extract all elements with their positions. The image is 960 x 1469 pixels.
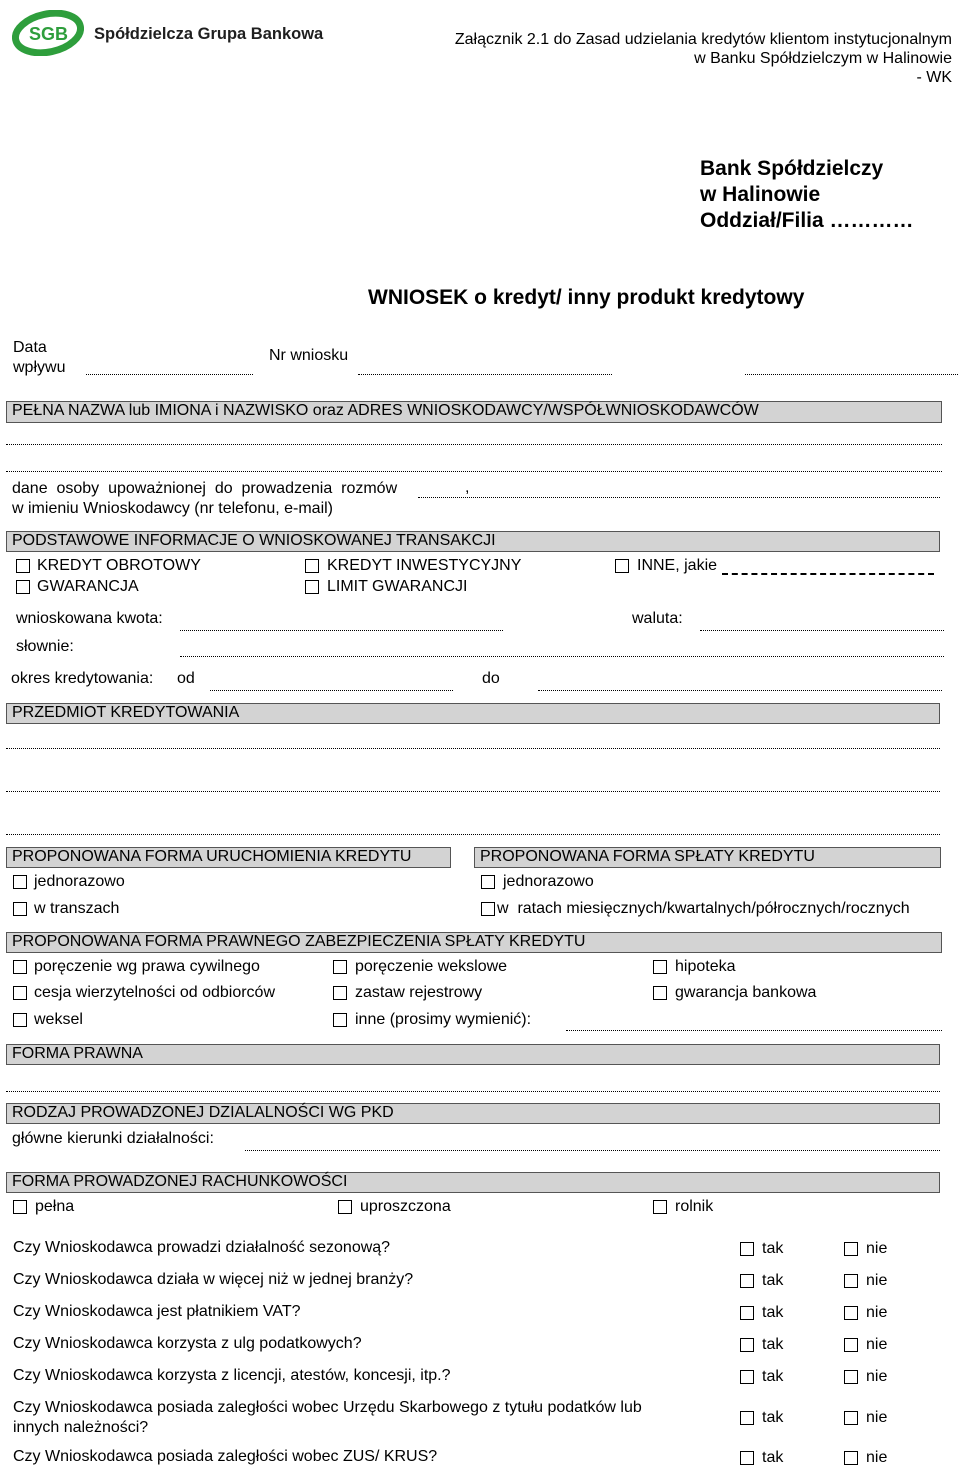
question-text: Czy Wnioskodawca korzysta z licencji, atestów, koncesji, itp.? [13,1367,451,1384]
investment-credit-label: KREDYT INWESTYCYJNY [327,557,522,574]
question-text: Czy Wnioskodawca prowadzi działalność sezonową? [13,1239,391,1256]
other-collateral-field[interactable] [566,1030,942,1031]
checkbox-no[interactable] [844,1306,858,1320]
disbursement-once-label: jednorazowo [34,873,125,890]
extra-field[interactable] [745,374,958,375]
accounting-full-label: pełna [35,1198,75,1215]
bank-name: Bank Spółdzielczy [700,157,884,180]
assignment-label: cesja wierzytelności od odbiorców [34,984,275,1001]
answer-no-label: nie [866,1409,888,1426]
annex-line: - WK [916,69,952,86]
section-purpose [6,703,940,724]
period-to-field[interactable] [538,690,942,691]
checkbox-yes[interactable] [740,1274,754,1288]
checkbox-no[interactable] [844,1370,858,1384]
bank-guarantee-label: gwarancja bankowa [675,984,817,1001]
question-text-line: innych należności? [13,1419,149,1436]
legal-form-field[interactable] [6,1091,940,1092]
question-text: Czy Wnioskodawca jest płatnikiem VAT? [13,1303,301,1320]
answer-no-label: nie [866,1336,888,1353]
answer-yes-label: tak [762,1304,784,1321]
checkbox-yes[interactable] [740,1451,754,1465]
logo-name: Spółdzielcza Grupa Bankowa [94,25,324,43]
answer-yes-label: tak [762,1449,784,1466]
form-title: WNIOSEK o kredyt/ inny produkt kredytowy [368,286,805,309]
checkbox-promissory-note[interactable] [13,1013,27,1027]
section-legal-form [6,1044,940,1065]
section-title: PROPONOWANA FORMA PRAWNEGO ZABEZPIECZENIA SPŁATY KREDYTU [12,933,586,950]
representative-separator: , [465,479,470,496]
date-field[interactable] [86,374,253,375]
accounting-farmer-label: rolnik [675,1198,714,1215]
date-label-line: Data [13,339,47,356]
repayment-once-label: jednorazowo [503,873,594,890]
civil-guarantee-label: poręczenie wg prawa cywilnego [34,958,260,975]
disbursement-tranches-label: w transzach [34,900,120,917]
checkbox-disbursement-tranches[interactable] [13,902,27,916]
date-label-line: wpływu [13,359,66,376]
answer-no-label: nie [866,1240,888,1257]
bill-guarantee-label: poręczenie wekslowe [355,958,508,975]
checkbox-investment-credit[interactable] [305,559,319,573]
other-product-label: INNE, jakie [637,557,718,574]
words-field[interactable] [180,656,944,657]
section-activity [6,1103,940,1124]
date-label [13,338,65,378]
checkbox-accounting-farmer[interactable] [653,1200,667,1214]
logo-mark: SGB [29,24,69,44]
main-activity-field[interactable] [245,1150,940,1151]
section-basic-info [6,531,940,552]
answer-yes-label: tak [762,1409,784,1426]
checkbox-guarantee[interactable] [16,580,30,594]
question-text: Czy Wnioskodawca posiada zaległości wobec ZUS/ KRUS? [13,1448,438,1465]
answer-yes-label: tak [762,1368,784,1385]
other-collateral-label: inne (prosimy wymienić): [355,1011,532,1028]
checkbox-yes[interactable] [740,1411,754,1425]
checkbox-assignment[interactable] [13,986,27,1000]
checkbox-bank-guarantee[interactable] [653,986,667,1000]
number-field[interactable] [358,374,612,375]
period-label: okres kredytowania: [11,670,154,687]
section-title: PODSTAWOWE INFORMACJE O WNIOSKOWANEJ TRANSAKCJI [12,532,496,549]
section-applicant [6,401,942,423]
promissory-note-label: weksel [34,1011,83,1028]
other-product-field[interactable] [722,573,934,575]
answer-yes-label: tak [762,1272,784,1289]
main-activity-label: główne kierunki działalności: [12,1130,214,1147]
guarantee-label: GWARANCJA [37,578,139,595]
period-from-field[interactable] [210,690,453,691]
registered-pledge-label: zastaw rejestrowy [355,984,483,1001]
question-text: Czy Wnioskodawca działa w więcej niż w jednej branży? [13,1271,414,1288]
answer-no-label: nie [866,1368,888,1385]
section-title: PROPONOWANA FORMA URUCHOMIENIA KREDYTU [12,848,412,865]
amount-label: wnioskowana kwota: [16,610,163,627]
section-title: PRZEDMIOT KREDYTOWANIA [12,704,240,721]
annex-note [455,30,952,87]
checkbox-no[interactable] [844,1451,858,1465]
checkbox-no[interactable] [844,1242,858,1256]
period-to-label: do [482,670,500,687]
answer-yes-label: tak [762,1336,784,1353]
checkbox-yes[interactable] [740,1306,754,1320]
guarantee-limit-label: LIMIT GWARANCJI [327,578,468,595]
answer-yes-label: tak [762,1240,784,1257]
repayment-installments-label: w ratach miesięcznych/kwartalnych/półrocznych/rocznych [497,900,910,917]
checkbox-yes[interactable] [740,1242,754,1256]
checkbox-yes[interactable] [740,1338,754,1352]
accounting-simplified-label: uproszczona [360,1198,451,1215]
section-accounting [6,1172,940,1193]
section-title: FORMA PRAWNA [12,1045,143,1062]
representative-label-line: dane osoby upoważnionej do prowadzenia rozmów [12,480,398,497]
question-text-line: Czy Wnioskodawca posiada zaległości wobec Urzędu Skarbowego z tytułu podatków lub [13,1399,642,1416]
section-title: FORMA PROWADZONEJ RACHUNKOWOŚCI [12,1173,348,1190]
section-title: PEŁNA NAZWA lub IMIONA i NAZWISKO oraz ADRES WNIOSKODAWCY/WSPÓŁWNIOSKODAWCÓW [12,402,759,419]
checkbox-no[interactable] [844,1338,858,1352]
currency-label: waluta: [632,610,683,627]
bank-location: w Halinowie [700,183,821,206]
representative-field[interactable] [418,497,940,498]
section-title: PROPONOWANA FORMA SPŁATY KREDYTU [480,848,815,865]
checkbox-no[interactable] [844,1274,858,1288]
checkbox-other-collateral[interactable] [333,1013,347,1027]
checkbox-civil-guarantee[interactable] [13,960,27,974]
representative-label-line: w imieniu Wnioskodawcy (nr telefonu, e-mail) [12,500,333,517]
section-collateral [6,932,942,953]
purpose-line[interactable] [6,791,940,792]
section-title: RODZAJ PROWADZONEJ DZIALALNOŚCI WG PKD [12,1104,394,1121]
sgb-logo-icon [12,10,84,56]
checkbox-repayment-installments[interactable] [481,902,495,916]
currency-field[interactable] [700,630,944,631]
section-disbursement [6,847,451,868]
checkbox-guarantee-limit[interactable] [305,580,319,594]
checkbox-accounting-full[interactable] [13,1200,27,1214]
annex-line: w Banku Spółdzielczym w Halinowie [694,50,952,67]
mortgage-label: hipoteka [675,958,736,975]
checkbox-yes[interactable] [740,1370,754,1384]
bank-branch: Oddział/Filia ………… [700,209,914,232]
representative-label [12,479,397,519]
checkbox-registered-pledge[interactable] [333,986,347,1000]
question-text: Czy Wnioskodawca korzysta z ulg podatkowych? [13,1335,362,1352]
checkbox-working-credit[interactable] [16,559,30,573]
answer-no-label: nie [866,1449,888,1466]
question-text [13,1398,642,1438]
amount-field[interactable] [180,630,503,631]
answer-no-label: nie [866,1272,888,1289]
number-label: Nr wniosku [269,347,349,364]
section-repayment [474,847,941,868]
checkbox-repayment-once[interactable] [481,875,495,889]
answer-no-label: nie [866,1304,888,1321]
bank-address [700,156,914,234]
checkbox-accounting-simplified[interactable] [338,1200,352,1214]
checkbox-other-product[interactable] [615,559,629,573]
checkbox-no[interactable] [844,1411,858,1425]
checkbox-mortgage[interactable] [653,960,667,974]
checkbox-disbursement-once[interactable] [13,875,27,889]
purpose-line[interactable] [6,748,940,749]
checkbox-bill-guarantee[interactable] [333,960,347,974]
words-label: słownie: [16,638,74,655]
period-from-label: od [177,670,195,687]
purpose-line[interactable] [6,834,940,835]
applicant-line[interactable] [6,471,942,472]
working-credit-label: KREDYT OBROTOWY [37,557,201,574]
applicant-line[interactable] [6,444,942,445]
annex-line: Załącznik 2.1 do Zasad udzielania kredytów klientom instytucjonalnym [454,31,952,48]
